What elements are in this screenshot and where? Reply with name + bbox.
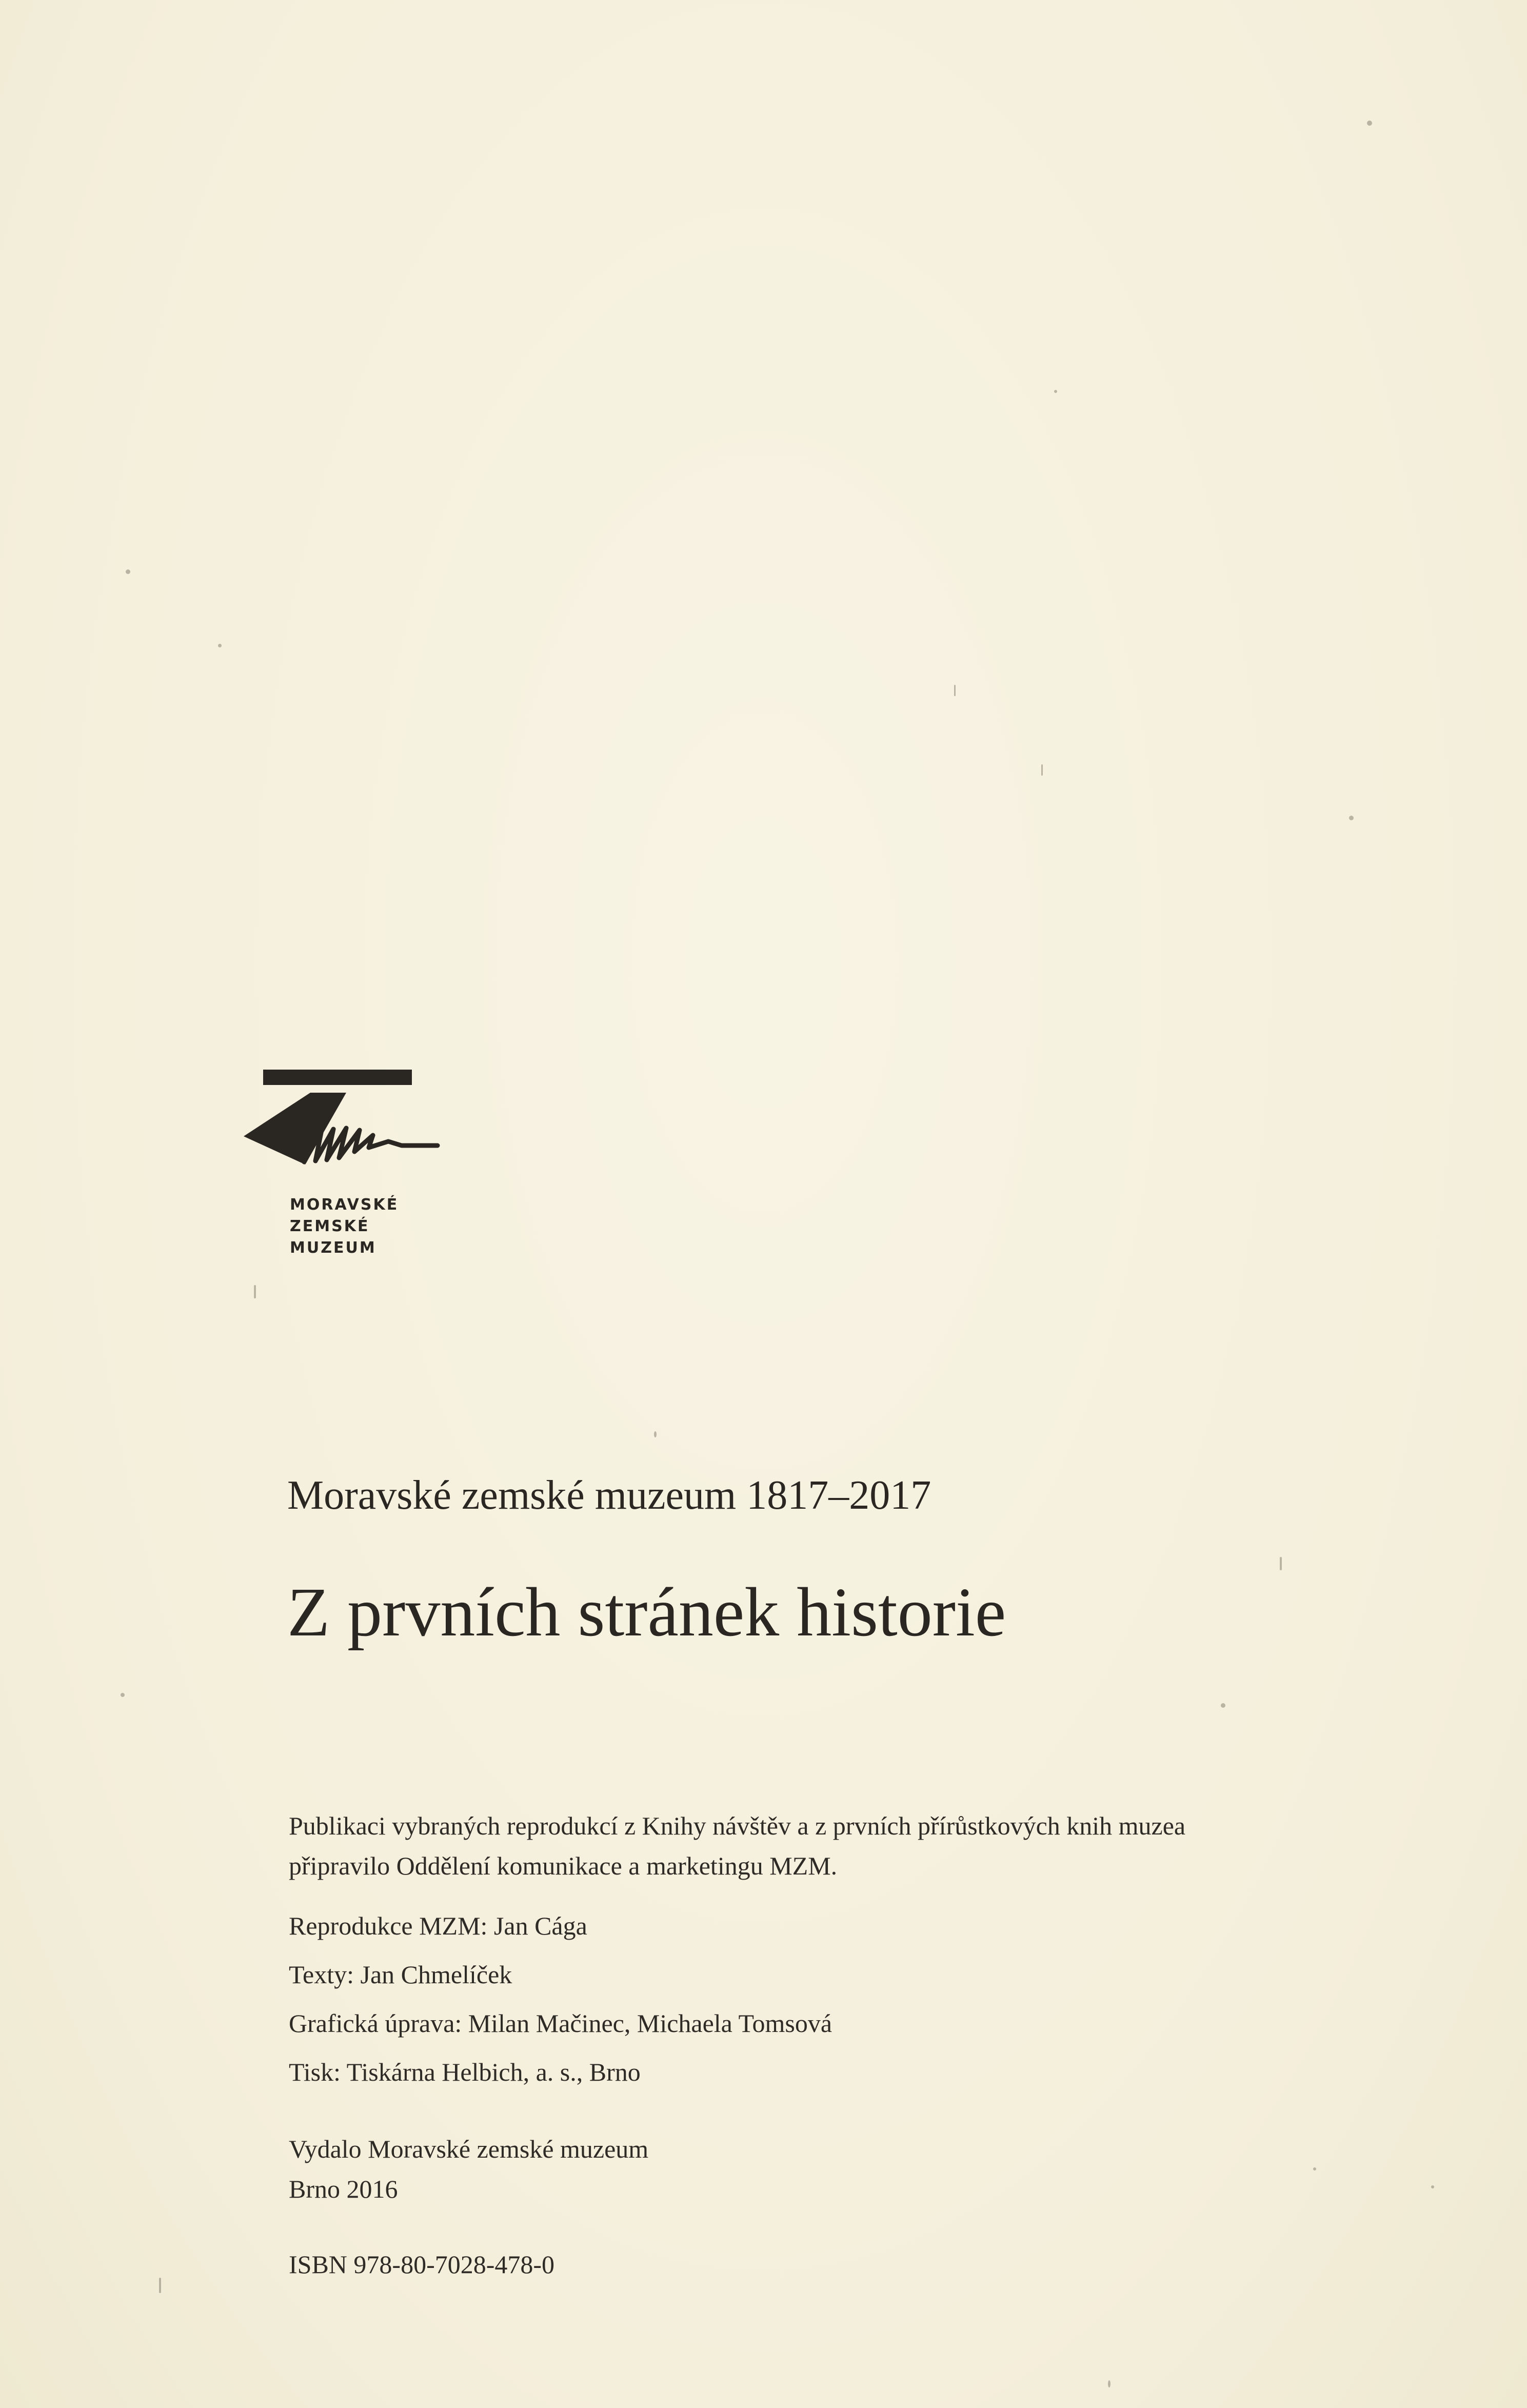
paper-speck: [1108, 2380, 1110, 2387]
imprint-design: Grafická úprava: Milan Mačinec, Michaela Tomsová: [289, 2009, 832, 2038]
imprint-intro-line-2: připravilo Oddělení komunikace a marketingu MZM.: [289, 1851, 838, 1880]
paper-speck: [1367, 121, 1372, 126]
imprint-publisher-line-1: Vydalo Moravské zemské muzeum: [289, 2135, 649, 2163]
logo-wordmark: [290, 1194, 399, 1259]
paper-speck: [954, 685, 956, 696]
paper-speck: [1313, 2167, 1316, 2170]
imprint-print: Tisk: Tiskárna Helbich, a. s., Brno: [289, 2058, 641, 2086]
book-title: Z prvních stránek historie: [287, 1574, 1006, 1651]
logo-line-2: ZEMSKÉ: [290, 1217, 370, 1235]
paper-speck: [1221, 1703, 1225, 1708]
paper-speck: [159, 2278, 161, 2293]
museum-logo: [239, 1070, 444, 1265]
paper-speck: [121, 1693, 125, 1697]
imprint-intro-line-1: Publikaci vybraných reprodukcí z Knihy návštěv a z prvních přírůstkových knih muzea: [289, 1811, 1186, 1840]
paper-speck: [654, 1431, 657, 1437]
imprint-publisher: [289, 2129, 648, 2209]
logo-line-1: MORAVSKÉ: [290, 1196, 399, 1214]
paper-speck: [218, 644, 222, 647]
paper-speck: [254, 1285, 256, 1298]
book-subtitle: Moravské zemské muzeum 1817–2017: [287, 1473, 931, 1518]
museum-logo-mark: [239, 1070, 444, 1193]
imprint-reproductions: Reprodukce MZM: Jan Cága: [289, 1911, 587, 1940]
paper-speck: [1041, 764, 1043, 776]
logo-line-3: MUZEUM: [290, 1239, 376, 1257]
paper-speck: [1280, 1557, 1282, 1570]
paper-speck: [1349, 816, 1354, 820]
imprint-isbn: ISBN 978-80-7028-478-0: [289, 2250, 555, 2279]
paper-speck: [1054, 390, 1057, 393]
imprint-intro: [289, 1806, 1185, 1886]
imprint-texts: Texty: Jan Chmelíček: [289, 1960, 512, 1989]
imprint-publisher-line-2: Brno 2016: [289, 2175, 398, 2203]
paper-speck: [126, 569, 130, 574]
paper-speck: [1431, 2185, 1434, 2188]
